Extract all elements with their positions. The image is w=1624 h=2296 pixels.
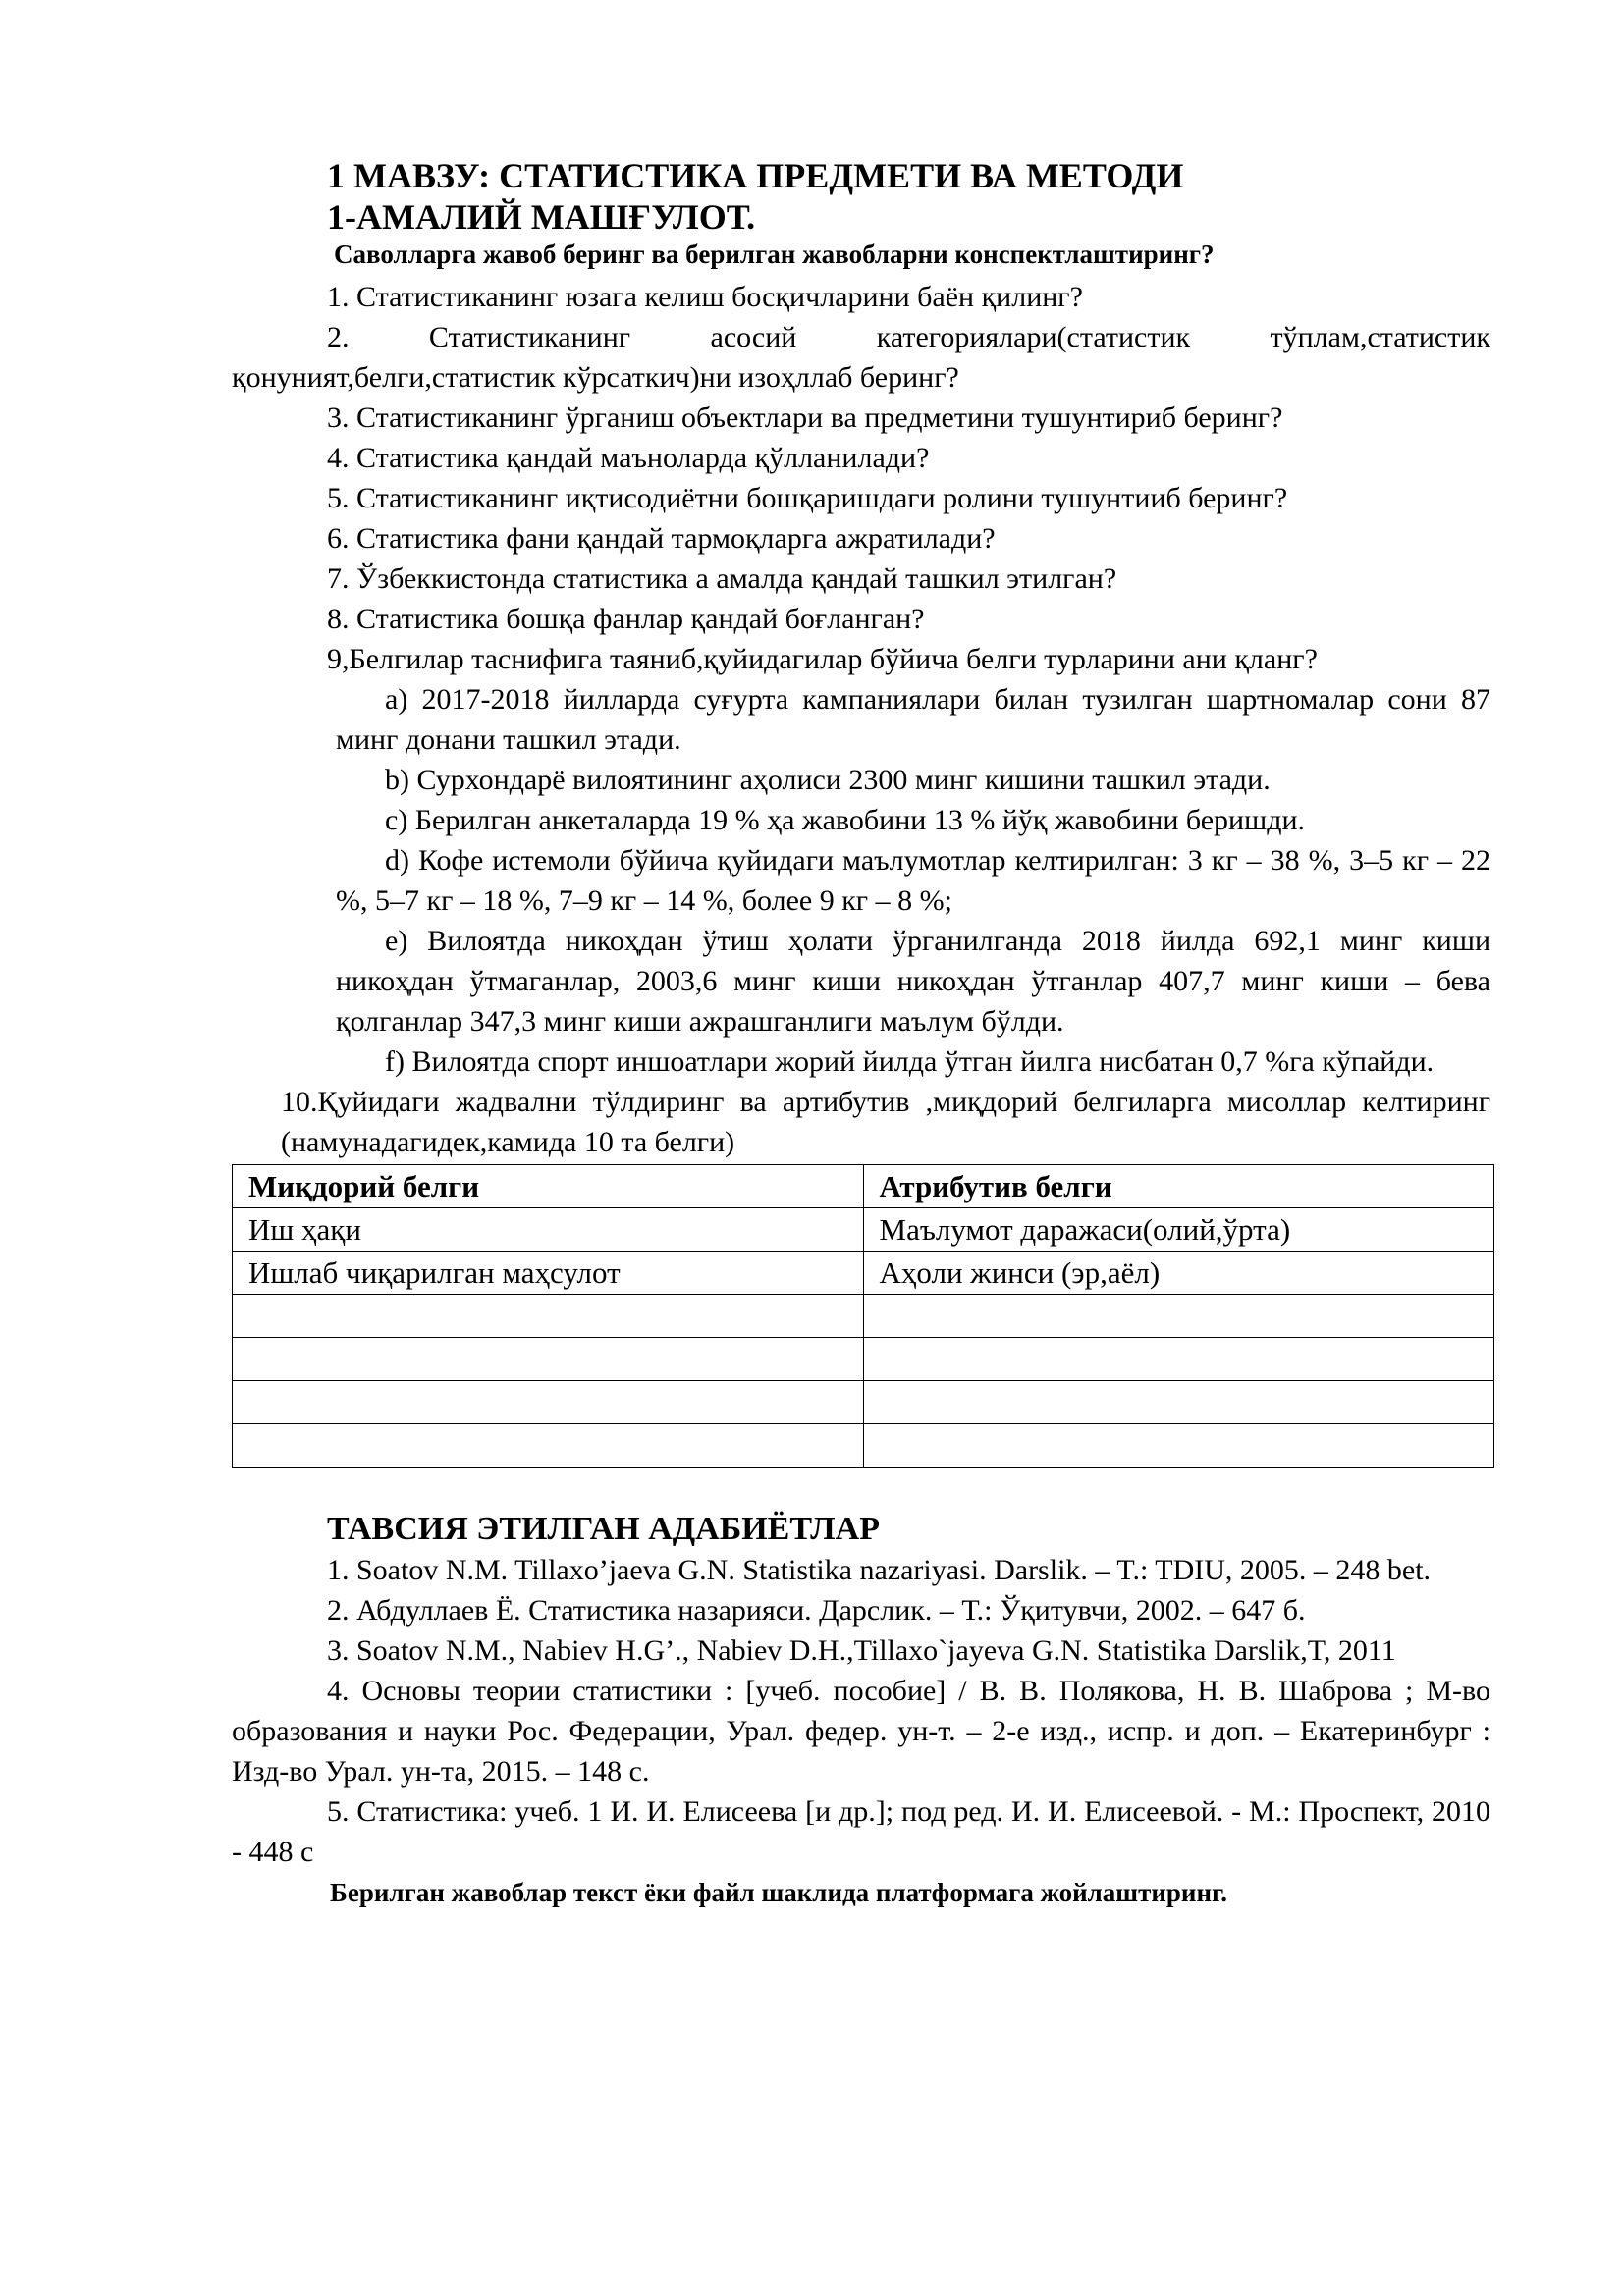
table-cell[interactable]: Ишлаб чиқарилган маҳсулот [233,1252,864,1295]
table-row [233,1208,1494,1252]
table-cell[interactable] [863,1381,1494,1424]
question-9: 9,Белгилар таснифига таяниб,қуйидагилар бўйича белги турларини ани қланг? [327,643,1318,675]
question-10: 10.Қуйидаги жадвални тўлдиринг ва артибутив ,миқдорий белгиларга мисоллар келтиринг (намунадагидек,камида 10 та белги) [281,1086,1490,1158]
table-cell[interactable]: Иш ҳақи [233,1208,864,1252]
table-cell[interactable] [233,1338,864,1381]
literature-item-2: 2. Абдуллаев Ё. Статистика назарияси. Дарслик. – Т.: Ўқитувчи, 2002. – 647 б. [327,1594,1306,1627]
table-cell[interactable]: Маълумот даражаси(олий,ўрта) [863,1208,1494,1252]
topic-title: 1 МАВЗУ: СТАТИСТИКА ПРЕДМЕТИ ВА МЕТОДИ [327,156,1184,195]
question-7: 7. Ўзбеккистонда статистика а амалда қандай ташкил этилган? [327,562,1117,595]
table-cell[interactable] [863,1295,1494,1338]
table-row [233,1338,1494,1381]
table-row [233,1424,1494,1468]
table-row [233,1252,1494,1295]
subitem-e: e) Вилоятда никоҳдан ўтиш ҳолати ўрганилганда 2018 йилда 692,1 минг киши никоҳдан ўтмаганлар, 2003,6 минг киши никоҳдан ўтганлар 407,7 минг киши – бева қолганлар 347,3 минг киши ажрашганлиги маълум бўлди. [336,925,1490,1038]
header-quantitative: Миқдорий белги [233,1165,864,1208]
submission-note: Берилган жавоблар текст ёки файл шаклида платформага жойлаштиринг. [330,1878,1228,1907]
attribute-table [232,1164,1494,1468]
literature-item-4: 4. Основы теории статистики : [учеб. пособие] / В. В. Полякова, Н. В. Шаброва ; М-во образования и науки Рос. Федерации, Урал. федер. ун-т. – 2-е изд., испр. и доп. – Екатеринбург : Изд-во Урал. ун-та, 2015. – 148 с. [232,1675,1490,1788]
question-6: 6. Статистика фани қандай тармоқларга ажратилади? [327,522,996,555]
table-row [233,1381,1494,1424]
table-cell[interactable] [233,1381,864,1424]
literature-item-3: 3. Soatov N.M., Nabiev H.G’., Nabiev D.H.,Tillaxo`jayeva G.N. Statistika Darslik,T, 2011 [327,1634,1396,1667]
table-cell[interactable] [863,1338,1494,1381]
question-3: 3. Статистиканинг ўрганиш объектлари ва предметини тушунтириб беринг? [327,401,1283,434]
table-cell[interactable] [233,1295,864,1338]
document-content [232,155,1490,1909]
subitem-d: d) Кофе истемоли бўйича қуйидаги маълумотлар келтирилган: 3 кг – 38 %, 3–5 кг – 22 %, 5–7 кг – 18 %, 7–9 кг – 14 %, более 9 кг – 8 %; [336,844,1490,917]
question-5: 5. Статистиканинг иқтисодиётни бошқаришдаги ролини тушунтииб беринг? [327,482,1288,514]
literature-title: ТАВСИЯ ЭТИЛГАН АДАБИЁТЛАР [327,1511,880,1547]
subitem-b: b) Сурхондарё вилоятининг аҳолиси 2300 минг кишини ташкил этади. [385,764,1271,796]
question-8: 8. Статистика бошқа фанлар қандай боғланган? [327,603,925,635]
literature-item-5: 5. Статистика: учеб. 1 И. И. Елисеева [и др.]; под ред. И. И. Елисеевой. - М.: Проспект, 2010 - 448 с [232,1795,1490,1868]
table-cell[interactable]: Аҳоли жинси (эр,аёл) [863,1252,1494,1295]
header-attributive: Атрибутив белги [863,1165,1494,1208]
instruction-subtitle: Саволларга жавоб беринг ва берилган жавобларни конспектлаштиринг? [334,240,1215,269]
table-cell[interactable] [233,1424,864,1468]
subitem-c: c) Берилган анкеталарда 19 % ҳа жавобини 13 % йўқ жавобини беришди. [385,804,1306,836]
lesson-title: 1-АМАЛИЙ МАШҒУЛОТ. [327,197,756,237]
subitem-a: a) 2017-2018 йилларда суғурта кампаниялари билан тузилган шартномалар сони 87 минг донани ташкил этади. [336,683,1490,756]
literature-item-1: 1. Soatov N.M. Tillaxo’jaeva G.N. Statistika nazariyasi. Darslik. – T.: TDIU, 2005. – 248 bet. [327,1554,1432,1586]
question-1: 1. Статистиканинг юзага келиш босқичларини баён қилинг? [327,281,1083,313]
question-2: 2. Статистиканинг асосий категориялари(статистик тўплам,статистик қонуният,белги,статистик кўрсаткич)ни изоҳллаб беринг? [232,321,1490,394]
question-4: 4. Статистика қандай маъноларда қўлланилади? [327,442,930,474]
table-cell[interactable] [863,1424,1494,1468]
table-row [233,1295,1494,1338]
subitem-f: f) Вилоятда спорт иншоатлари жорий йилда ўтган йилга нисбатан 0,7 %га кўпайди. [385,1045,1435,1078]
table-header-row [233,1165,1494,1208]
